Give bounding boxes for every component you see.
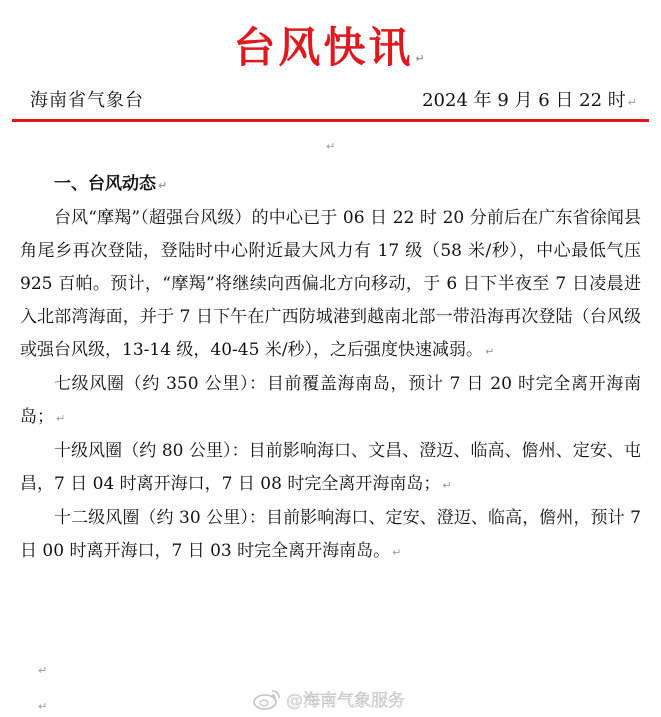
paragraph-level7-wind-circle — [20, 368, 641, 435]
paragraph-mark: ↵ — [158, 179, 168, 192]
document-title — [0, 18, 661, 89]
header-red-divider — [12, 119, 649, 122]
document-body — [20, 168, 641, 569]
paragraph-typhoon-status — [20, 202, 641, 368]
section-heading-text: 一、台风动态 — [54, 174, 156, 194]
weibo-watermark — [252, 686, 405, 711]
issue-date — [422, 88, 637, 116]
paragraph-text: 台风“摩羯”（超强台风级）的中心已于 06 日 22 时 20 分前后在广东省徐闻县角尾乡再次登陆，登陆时中心附近最大风力有 17 级（58 米/秒），中心最低气压 925 百帕。预计，“摩羯”将继续向西偏北方向移动，于 6 日下半夜至 7 日凌晨进入北部湾海面，并于 7 日下午在广西防城港到越南北部一带沿海再次登陆（台风级或强台风级，13-14 级，40-45 米/秒），之后强度快速减弱。 — [20, 208, 641, 360]
paragraph-mark: ↵ — [627, 96, 637, 109]
empty-paragraph-mark: ↵ — [38, 664, 48, 677]
paragraph-level12-wind-circle — [20, 502, 641, 569]
paragraph-mark: ↵ — [415, 52, 428, 65]
paragraph-text: 十级风圈（约 80 公里）：目前影响海口、文昌、澄迈、临高、儋州、定安、屯昌，7 日 04 时离开海口，7 日 08 时完全离开海南岛； — [20, 441, 641, 494]
document-title-text: 台风快讯 — [233, 23, 414, 72]
empty-paragraph-mark: ↵ — [38, 700, 48, 713]
paragraph-level10-wind-circle — [20, 435, 641, 502]
paragraph-mark: ↵ — [392, 546, 402, 559]
empty-paragraph-mark: ↵ — [326, 140, 336, 153]
paragraph-mark: ↵ — [56, 412, 66, 425]
header-info-row — [30, 88, 641, 114]
issue-date-text: 2024 年 9 月 6 日 22 时 — [422, 90, 626, 111]
weibo-logo-icon — [252, 688, 282, 710]
organization-name: 海南省气象台 — [30, 90, 144, 111]
paragraph-mark: ↵ — [485, 345, 495, 358]
watermark-text: @海南气象服务 — [286, 691, 405, 711]
paragraph-text: 七级风圈（约 350 公里）：目前覆盖海南岛，预计 7 日 20 时完全离开海南岛； — [20, 374, 641, 427]
paragraph-text: 十二级风圈（约 30 公里）：目前影响海口、定安、澄迈、临高，儋州，预计 7 日 00 时离开海口，7 日 03 时完全离开海南岛。 — [20, 508, 641, 561]
paragraph-mark: ↵ — [442, 479, 452, 492]
section-heading — [20, 168, 641, 202]
